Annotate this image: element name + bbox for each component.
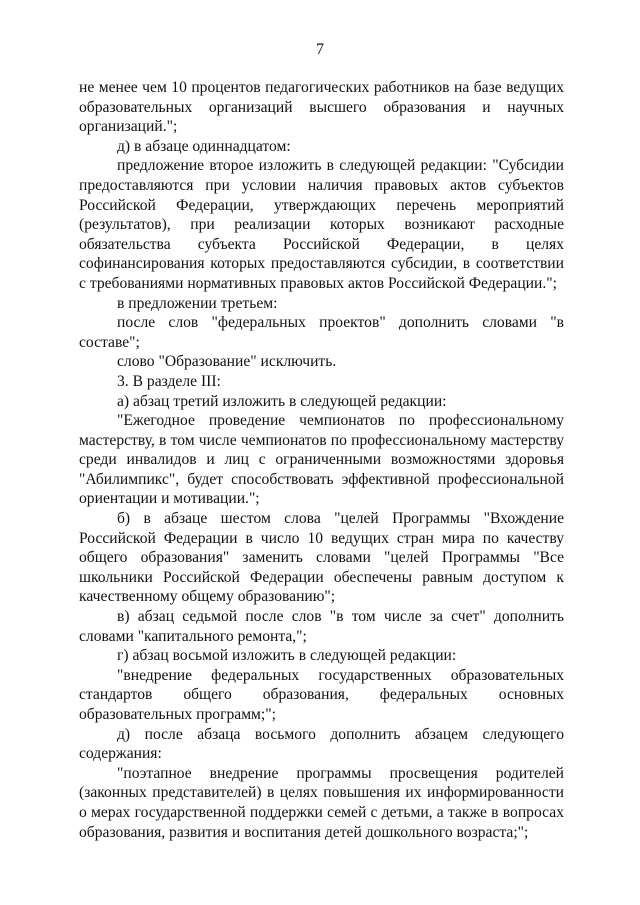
paragraph: г) абзац восьмой изложить в следующей редакции: (117, 647, 457, 665)
paragraph: "поэтапное внедрение программы просвещения родителей (законных представителей) в целях повышения их информированности о мерах государственной поддержки семей с детьми, а также в вопросах образования, развития и воспитания детей дошкольного возраста;"; (79, 764, 564, 841)
paragraph: "внедрение федеральных государственных образовательных стандартов общего образования, федеральных основных образовательных программ;"; (79, 666, 564, 723)
paragraph: д) в абзаце одиннадцатом: (117, 137, 291, 155)
paragraph: не менее чем 10 процентов педагогических работников на базе ведущих образовательных организаций высшего образования и научных организаций."; (79, 79, 564, 136)
paragraph: в) абзац седьмой после слов "в том числе за счет" дополнить словами "капитального ремонта,"; (79, 608, 564, 645)
paragraph: после слов "федеральных проектов" дополнить словами "в составе"; (79, 314, 564, 351)
paragraph: предложение второе изложить в следующей редакции: "Субсидии предоставляются при условии наличия правовых актов субъектов Российской Федерации, утверждающих перечень мероприятий (результатов), при реализации которых возникают расходные обязательства субъекта Российской Федерации, в целях софинансирования которых предоставляются субсидии, в соответствии с требованиями нормативных правовых актов Российской Федерации."; (79, 157, 564, 292)
paragraph: д) после абзаца восьмого дополнить абзацем следующего содержания: (79, 725, 564, 763)
paragraph: 3. В разделе III: (117, 372, 221, 390)
document-body (79, 78, 564, 842)
page-number: 7 (316, 41, 324, 58)
paragraph: "Ежегодное проведение чемпионатов по профессиональному мастерству, в том числе чемпионатов по профессиональному мастерству среди инвалидов и лиц с ограниченными возможностями здоровья "Абилимпикс", будет способствовать эффективной профессиональной ориентации и мотивации."; (79, 412, 564, 508)
paragraph: б) в абзаце шестом слова "целей Программы "Вхождение Российской Федерации в число 10 ведущих стран мира по качеству общего образования" заменить словами "целей Программы "Все школьники Российской Федерации обеспечены равным доступом к качественному общему образованию"; (79, 510, 564, 606)
paragraph: а) абзац третий изложить в следующей редакции: (117, 392, 447, 410)
paragraph: в предложении третьем: (117, 294, 278, 312)
paragraph: слово "Образование" исключить. (117, 353, 337, 371)
